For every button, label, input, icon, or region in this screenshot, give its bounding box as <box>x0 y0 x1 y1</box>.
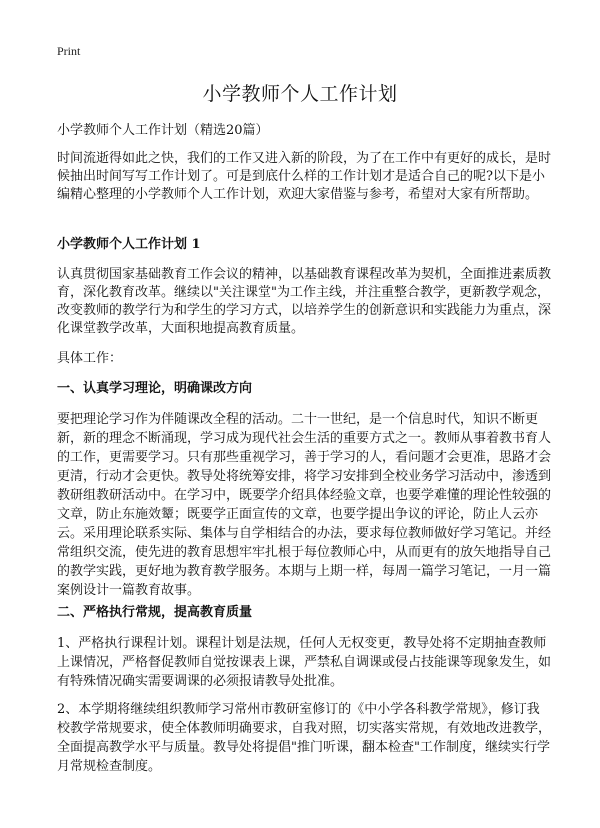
plan-paragraph: 认真贯彻国家基础教育工作会议的精神，以基础教育课程改革为契机，全面推进素质教育，深化教育改革。继续以"关注课堂"为工作主线，并注重整合教学，更新教学观念，改变教师的教学行为和学生的学习方式，以培养学生的创新意识和实践能力为重点，深化课堂教学改革，大面积地提高教育质量。 <box>57 267 552 336</box>
section-two-paragraph-2: 2、本学期将继续组织教师学习常州市教研室修订的《中小学各科教学常规》，修订我校教学常规要求，使全体教师明确要求，自我对照，切实落实常规，有效地改进教学，全面提高教学水平与质量。教导处将提倡"推门听课，翻本检查"工作制度，继续实行学月常规检查制度。 <box>57 702 552 774</box>
section-one-paragraph: 要把理论学习作为伴随课改全程的活动。二十一世纪，是一个信息时代，知识不断更新，新的理念不断涌现，学习成为现代社会生活的重要方式之一。教师从事着教书育人的工作，更需要学习。只有那些重视学习，善于学习的人，看问题才会更准，思路才会更清，行动才会更快。教导处将统筹安排，将学习安排到全校业务学习活动中，渗透到教研组教研活动中。在学习中，既要学介绍具体经验文章，也要学难懂的理论性较强的文章，防止东施效颦；既要学正面宣传的文章，也要学提出争议的评论，防止人云亦云。采用理论联系实际、集体与自学相结合的办法，要求每位教师做好学习笔记。并经常组织交流，使先进的教育思想牢牢扎根于每位教师心中，从而更有的放矢地指导自己的教学实践，更好地为教育教学服务。本期与上期一样，每周一篇学习笔记，一月一篇案例设计一篇教育故事。 <box>57 412 552 598</box>
section-heading-two: 二、严格执行常规，提高教育质量 <box>57 605 253 620</box>
section-heading-one: 一、认真学习理论，明确课改方向 <box>57 381 253 396</box>
section-two-paragraph-1: 1、严格执行课程计划。课程计划是法规，任何人无权变更，教导处将不定期抽查教师上课情况，严格督促教师自觉按课表上课，严禁私自调课或侵占技能课等现象发生，如有特殊情况确实需要调课的必须报请教导处批准。 <box>57 636 552 689</box>
concrete-work-label: 具体工作： <box>57 351 123 366</box>
document-subtitle: 小学教师个人工作计划（精选20篇） <box>57 123 269 138</box>
document-title: 小学教师个人工作计划 <box>202 83 398 105</box>
intro-paragraph: 时间流逝得如此之快，我们的工作又进入新的阶段，为了在工作中有更好的成长，是时候抽出时间写写工作计划了。可是到底什么样的工作计划才是适合自己的呢?以下是小编精心整理的小学教师个人工作计划，欢迎大家借鉴与参考，希望对大家有所帮助。 <box>57 151 552 202</box>
print-link[interactable]: Print <box>57 44 81 58</box>
plan-heading: 小学教师个人工作计划 1 <box>57 237 201 252</box>
